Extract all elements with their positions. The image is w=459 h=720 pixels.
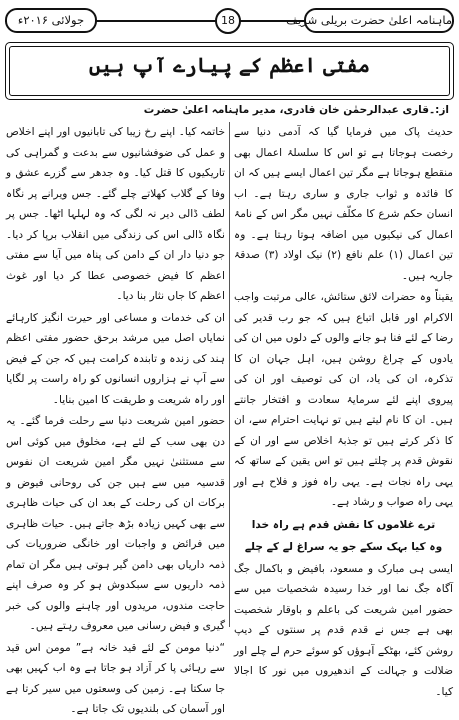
paragraph: ان کی خدمات و مساعی اور حیرت انگیز کارہائے نمایاں اصل میں مرشد برحق حضور مفتی اعظم ہند کی زندہ و تابندہ کرامت ہیں کہ جن کے فیض سے آپ نے ہزاروں انسانوں کو راہ راست پر لگایا اور راہ شریعت و طریقت کا امین بنایا۔	[6, 311, 225, 406]
title-frame	[5, 42, 454, 100]
magazine-name: ماہنامہ اعلیٰ حضرت بریلی شریف	[304, 8, 454, 33]
right-column	[234, 122, 453, 698]
page-number: 18	[215, 8, 241, 34]
article-byline: از:۔قاری عبدالرحمٰن خان قادری، مدیر ماہنامہ اعلیٰ حضرت	[143, 104, 449, 116]
column-divider	[229, 122, 230, 627]
issue-date: جولائی ۲۰۱۶ء	[5, 8, 97, 33]
left-column	[6, 122, 225, 715]
paragraph: ایسی ہی مبارک و مسعود، بافیض و باکمال جگ آگاہ جگ نما اور خدا رسیدہ شخصیات میں سے حضور امین شریعت کی باعلم و باوقار شخصیت بھی ہے جس نے قدم قدم پر سنتوں کے دیپ روشن کئے، بھٹکے آہوؤں کو سوئے حرم لے چلے اور ضلالت و جہالت کے اندھیروں میں نور کا اجالا کیا۔	[234, 562, 453, 698]
paragraph: یقیناً وہ حضرات لائق ستائش، عالی مرتبت واجب الاکرام اور قابل اتباع ہیں کہ جو رب قدیر کی رضا کے لئے فنا ہو جانے والوں کے دلوں میں ان کی یادوں کے چراغ روشن ہیں، اہل جہان ان کا تذکرہ، ان کی یاد، ان کی توصیف اور ان کی پیروی اپنے لئے سرمایۂ سعادت و افتخار جانتے ہیں۔ ان کا نام لیتے ہیں تو نہایت احترام سے، ان کا ذکر کرتے ہیں تو جذبۂ اخلاص سے اور ان کے نقوش قدم پر چلتے ہیں تو اس یقین کے ساتھ کہ یہی راہ نجات ہے۔ یہی راہ فوز و فلاح ہے اور یہی راہ صواب و رشاد ہے۔	[234, 291, 453, 508]
paragraph: “دنیا مومن کے لئے قید خانہ ہے” مومن اس قید سے رہائی پا کر آزاد ہو جاتا ہے وہ اب کہیں بھی جا سکتا ہے۔ زمین کی وسعتوں میں سیر کرتا ہے اور آسمان کی بلندیوں تک جاتا ہے۔	[6, 641, 225, 715]
paragraph: خاتمہ کیا۔ اپنے رخ زیبا کی تابانیوں اور اپنے اخلاص و عمل کی ضوفشانیوں سے بدعت و گمراہی کی تاریکیوں کا قتل کیا۔ وہ جدھر سے گزرے عشق و وفا کے گلاب کھلاتے چلے گئے۔ جس ویرانے پر نگاہ لطف ڈالی دیر نہ لگی کہ وہ لہلہا اٹھا۔ جس پر نگاہ ڈالی اس کی زندگی میں انقلاب برپا کر دیا۔ جو دنیا دار ان کے دامن کی پناہ میں آیا سے مفتی اعظم کا فیض خصوصی عطا کر دیا اور غوث اعظم کا جاں نثار بنا دیا۔	[6, 126, 225, 302]
paragraph: حضور امین شریعت دنیا سے رحلت فرما گئے۔ یہ دن بھی سب کے لئے ہے، مخلوق میں کوئی اس سے مستثنیٰ نہیں مگر امین شریعت ان نفوس قدسیہ میں سے ہیں جن کی روحانی فیوض و برکات ان کی رحلت کے بعد ان کی حیات ظاہری سے بھی کہیں زیادہ بڑھ جاتے ہیں۔ حیات ظاہری میں فرائض و واجبات اور خانگی ضروریات کی ذمہ داریاں بھی دامن گیر ہوتی ہیں مگر ان تمام ذمہ داریوں سے سبکدوش ہو کر وہ صرف اپنے حاجت مندوں، مریدوں اور چاہنے والوں کی خبر گیری و فیض رسانی میں معروف رہتے ہیں۔	[6, 415, 225, 632]
couplet-line: ترے غلاموں کا نقش قدم ہے راہ خدا	[251, 518, 436, 531]
article-title: مفتی اعظم کے پیارے آپ ہیں	[89, 53, 370, 77]
page-header	[5, 6, 454, 36]
paragraph: حدیث پاک میں فرمایا گیا کہ آدمی دنیا سے رخصت ہوجاتا ہے تو اس کا سلسلۂ اعمال بھی منقطع ہوجاتا ہے مگر تین اعمال ایسے ہیں کہ ان کا فائدہ و ثواب جاری و ساری رہتا ہے۔ اب انسان حکم شرع کا مکلّف نہیں مگر اس کے نامۂ اعمال کی نیکیوں میں اضافہ ہوتا رہتا ہے۔ وہ تین اعمال (۱) علم نافع (۲) نیک اولاد (۳) صدقۂ جاریہ ہیں۔	[234, 126, 453, 282]
couplet-line: وہ کیا بہک سکے جو یہ سراغ لے کے چلے	[244, 541, 443, 553]
